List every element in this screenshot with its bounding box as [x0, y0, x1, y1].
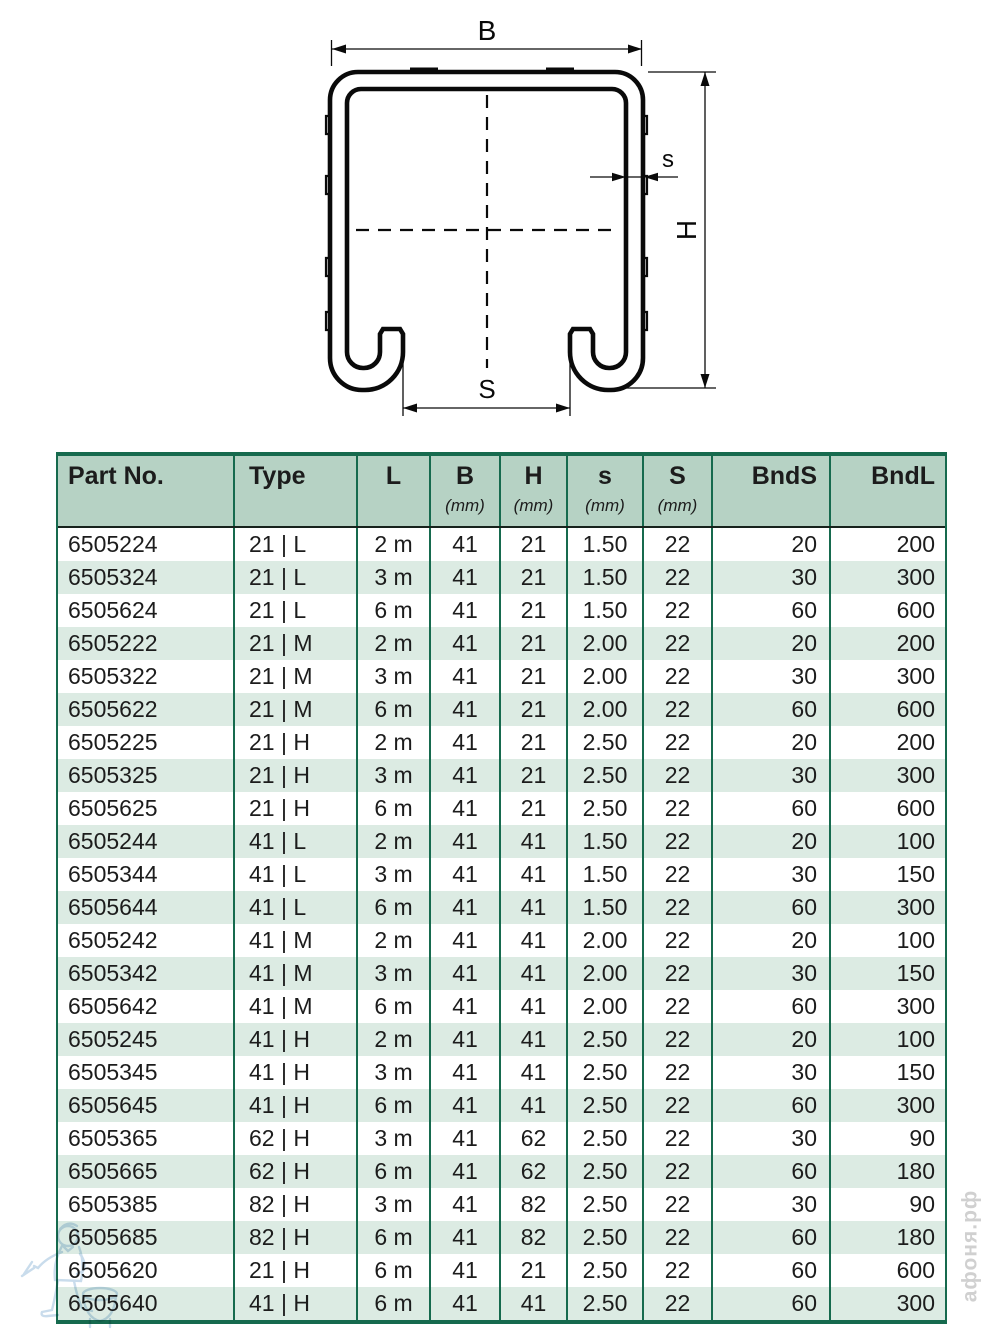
cell-bndl: 300 — [896, 1092, 935, 1118]
channel-cross-section-diagram — [270, 0, 740, 445]
cell-part_no: 6505620 — [58, 1254, 235, 1287]
cell-type: 82 | H — [235, 1188, 358, 1221]
cell-h: 41 — [501, 825, 568, 858]
table-row — [58, 660, 945, 693]
cell-s: 2.50 — [568, 1188, 644, 1221]
cell-bnds: 60 — [713, 1221, 831, 1254]
cell-length: 2 m — [358, 627, 431, 660]
cell-b: 41 — [431, 825, 501, 858]
cell-b: 41 — [431, 957, 501, 990]
table-row — [58, 1155, 945, 1188]
table-header-row — [58, 456, 945, 528]
cell-b: 41 — [431, 1089, 501, 1122]
cell-type: 41 | H — [235, 1089, 358, 1122]
table-row — [58, 1254, 945, 1287]
cell-slot: 22 — [644, 1023, 713, 1056]
column-header-label: H — [524, 462, 543, 490]
cell-s: 2.50 — [568, 1254, 644, 1287]
cell-length: 2 m — [358, 1023, 431, 1056]
cell-part_no: 6505245 — [58, 1023, 235, 1056]
cell-slot: 22 — [644, 1287, 713, 1320]
cell-slot: 22 — [644, 693, 713, 726]
cell-b: 41 — [431, 627, 501, 660]
cell-type: 41 | M — [235, 924, 358, 957]
table-row — [58, 1122, 945, 1155]
table-row — [58, 528, 945, 561]
cell-type: 21 | M — [235, 693, 358, 726]
cell-bndl: 200 — [896, 531, 935, 557]
cell-s: 2.00 — [568, 627, 644, 660]
cell-h: 62 — [501, 1155, 568, 1188]
table-row — [58, 1089, 945, 1122]
cell-s: 2.50 — [568, 1122, 644, 1155]
cell-b: 41 — [431, 693, 501, 726]
cell-bnds: 20 — [713, 528, 831, 561]
cell-slot: 22 — [644, 1221, 713, 1254]
table-row — [58, 990, 945, 1023]
column-header-bnds — [713, 456, 831, 526]
cell-s: 2.00 — [568, 924, 644, 957]
cell-slot: 22 — [644, 990, 713, 1023]
cell-slot: 22 — [644, 957, 713, 990]
label-B: B — [477, 15, 497, 46]
cell-b: 41 — [431, 561, 501, 594]
cell-slot: 22 — [644, 924, 713, 957]
cell-bnds: 60 — [713, 891, 831, 924]
cell-slot: 22 — [644, 1122, 713, 1155]
column-header-b — [431, 456, 501, 526]
cell-bndl: 150 — [896, 861, 935, 887]
cell-part_no: 6505242 — [58, 924, 235, 957]
cell-type: 21 | H — [235, 792, 358, 825]
cell-type: 41 | L — [235, 891, 358, 924]
cell-h: 41 — [501, 1023, 568, 1056]
cell-type: 21 | H — [235, 759, 358, 792]
column-header-label: BndL — [871, 462, 935, 490]
cell-length: 2 m — [358, 924, 431, 957]
table-row — [58, 594, 945, 627]
part-dimensions-table — [56, 452, 947, 1324]
cell-s: 1.50 — [568, 594, 644, 627]
cell-h: 21 — [501, 792, 568, 825]
cell-bndl: 100 — [896, 828, 935, 854]
label-S: S — [478, 374, 496, 404]
cell-s: 2.50 — [568, 1155, 644, 1188]
cell-bndl: 300 — [896, 564, 935, 590]
cell-length: 6 m — [358, 1155, 431, 1188]
table-row — [58, 1056, 945, 1089]
cell-s: 1.50 — [568, 858, 644, 891]
cell-bnds: 20 — [713, 924, 831, 957]
cell-bndl: 200 — [896, 729, 935, 755]
cell-slot: 22 — [644, 561, 713, 594]
cell-bndl: 100 — [896, 927, 935, 953]
cell-b: 41 — [431, 594, 501, 627]
cell-length: 6 m — [358, 891, 431, 924]
cell-part_no: 6505385 — [58, 1188, 235, 1221]
cell-slot: 22 — [644, 1155, 713, 1188]
cell-b: 41 — [431, 660, 501, 693]
cell-length: 3 m — [358, 1056, 431, 1089]
column-header-label: BndS — [751, 462, 817, 490]
cell-b: 41 — [431, 792, 501, 825]
cell-h: 21 — [501, 528, 568, 561]
cell-h: 82 — [501, 1221, 568, 1254]
cell-bndl: 300 — [896, 894, 935, 920]
cell-s: 2.50 — [568, 726, 644, 759]
cell-type: 21 | M — [235, 627, 358, 660]
cell-part_no: 6505322 — [58, 660, 235, 693]
cell-s: 1.50 — [568, 825, 644, 858]
cell-bnds: 20 — [713, 726, 831, 759]
cell-length: 6 m — [358, 792, 431, 825]
cell-bnds: 30 — [713, 858, 831, 891]
column-header-length — [358, 456, 431, 526]
serration-marks — [326, 69, 647, 330]
table-row — [58, 693, 945, 726]
cell-b: 41 — [431, 1254, 501, 1287]
cell-part_no: 6505622 — [58, 693, 235, 726]
cell-h: 41 — [501, 1089, 568, 1122]
cell-type: 41 | H — [235, 1056, 358, 1089]
cell-part_no: 6505225 — [58, 726, 235, 759]
cell-part_no: 6505665 — [58, 1155, 235, 1188]
cell-b: 41 — [431, 528, 501, 561]
cell-bndl: 150 — [896, 1059, 935, 1085]
table-row — [58, 726, 945, 759]
cell-h: 41 — [501, 858, 568, 891]
cell-type: 21 | M — [235, 660, 358, 693]
cell-slot: 22 — [644, 759, 713, 792]
table-row — [58, 924, 945, 957]
cell-h: 41 — [501, 891, 568, 924]
cell-bndl: 90 — [909, 1125, 935, 1151]
cell-b: 41 — [431, 1155, 501, 1188]
plumber-mascot-watermark — [2, 1198, 132, 1333]
table-row — [58, 891, 945, 924]
cell-bnds: 60 — [713, 693, 831, 726]
cell-length: 3 m — [358, 1188, 431, 1221]
cell-bndl: 300 — [896, 1290, 935, 1316]
cell-h: 41 — [501, 924, 568, 957]
column-header-label: L — [385, 462, 402, 490]
cell-length: 6 m — [358, 990, 431, 1023]
cell-h: 82 — [501, 1188, 568, 1221]
cell-length: 3 m — [358, 561, 431, 594]
cell-slot: 22 — [644, 1188, 713, 1221]
cell-type: 41 | L — [235, 825, 358, 858]
cell-slot: 22 — [644, 594, 713, 627]
cell-part_no: 6505224 — [58, 528, 235, 561]
table-row — [58, 1287, 945, 1320]
cell-b: 41 — [431, 1056, 501, 1089]
cell-bnds: 30 — [713, 561, 831, 594]
cell-s: 2.00 — [568, 693, 644, 726]
cell-h: 21 — [501, 693, 568, 726]
column-header-label: Part No. — [68, 462, 164, 490]
cell-bnds: 30 — [713, 1056, 831, 1089]
cell-s: 2.00 — [568, 660, 644, 693]
column-header-type — [235, 456, 358, 526]
table-row — [58, 825, 945, 858]
cell-part_no: 6505624 — [58, 594, 235, 627]
site-watermark-text: афоня.рф — [958, 1189, 981, 1303]
cell-slot: 22 — [644, 825, 713, 858]
cell-part_no: 6505344 — [58, 858, 235, 891]
cell-slot: 22 — [644, 858, 713, 891]
cell-slot: 22 — [644, 660, 713, 693]
cell-h: 21 — [501, 759, 568, 792]
cell-length: 6 m — [358, 1254, 431, 1287]
cell-part_no: 6505342 — [58, 957, 235, 990]
table-row — [58, 1023, 945, 1056]
cell-bnds: 60 — [713, 594, 831, 627]
cell-bnds: 20 — [713, 627, 831, 660]
cell-part_no: 6505625 — [58, 792, 235, 825]
cell-bndl: 90 — [909, 1191, 935, 1217]
cell-bndl: 180 — [896, 1158, 935, 1184]
cell-bnds: 60 — [713, 1254, 831, 1287]
cell-length: 6 m — [358, 1287, 431, 1320]
cell-type: 21 | H — [235, 726, 358, 759]
cell-length: 3 m — [358, 660, 431, 693]
cell-bnds: 20 — [713, 825, 831, 858]
cell-b: 41 — [431, 1188, 501, 1221]
cell-type: 21 | H — [235, 1254, 358, 1287]
cell-bnds: 60 — [713, 1287, 831, 1320]
table-row — [58, 627, 945, 660]
cell-bnds: 60 — [713, 792, 831, 825]
label-H: H — [671, 219, 702, 241]
cell-type: 41 | M — [235, 957, 358, 990]
cell-h: 21 — [501, 660, 568, 693]
cell-part_no: 6505324 — [58, 561, 235, 594]
cell-type: 41 | L — [235, 858, 358, 891]
table-row — [58, 561, 945, 594]
cell-b: 41 — [431, 891, 501, 924]
table-row — [58, 759, 945, 792]
column-header-label: B — [455, 462, 475, 490]
table-row — [58, 858, 945, 891]
cell-h: 21 — [501, 1254, 568, 1287]
column-header-label: s — [598, 462, 612, 490]
cell-h: 62 — [501, 1122, 568, 1155]
cell-bndl: 600 — [896, 597, 935, 623]
cell-length: 3 m — [358, 957, 431, 990]
cell-slot: 22 — [644, 627, 713, 660]
cell-bnds: 30 — [713, 1122, 831, 1155]
column-header-unit: (mm) — [585, 495, 625, 515]
cell-bndl: 600 — [896, 1257, 935, 1283]
cell-part_no: 6505345 — [58, 1056, 235, 1089]
cell-s: 2.50 — [568, 1089, 644, 1122]
cell-s: 2.50 — [568, 1023, 644, 1056]
cell-s: 1.50 — [568, 528, 644, 561]
cell-s: 2.00 — [568, 957, 644, 990]
cell-bndl: 100 — [896, 1026, 935, 1052]
cell-length: 6 m — [358, 1221, 431, 1254]
cell-h: 41 — [501, 990, 568, 1023]
cell-length: 2 m — [358, 528, 431, 561]
cell-bndl: 300 — [896, 762, 935, 788]
cell-b: 41 — [431, 1221, 501, 1254]
column-header-slot — [644, 456, 713, 526]
column-header-bndl — [831, 456, 945, 526]
cell-part_no: 6505640 — [58, 1287, 235, 1320]
cell-slot: 22 — [644, 528, 713, 561]
cell-bnds: 30 — [713, 660, 831, 693]
table-row — [58, 792, 945, 825]
cell-slot: 22 — [644, 1254, 713, 1287]
cell-s: 2.50 — [568, 792, 644, 825]
cell-type: 41 | H — [235, 1287, 358, 1320]
cell-length: 6 m — [358, 1089, 431, 1122]
cell-type: 41 | H — [235, 1023, 358, 1056]
cell-b: 41 — [431, 1122, 501, 1155]
table-row — [58, 957, 945, 990]
column-header-h — [501, 456, 568, 526]
column-header-s — [568, 456, 644, 526]
cell-bndl: 200 — [896, 630, 935, 656]
cell-length: 3 m — [358, 1122, 431, 1155]
cell-s: 2.50 — [568, 1221, 644, 1254]
column-header-label: S — [669, 462, 686, 490]
cell-bnds: 60 — [713, 990, 831, 1023]
column-header-unit: (mm) — [445, 495, 485, 515]
cell-type: 41 | M — [235, 990, 358, 1023]
cell-type: 82 | H — [235, 1221, 358, 1254]
cell-s: 2.50 — [568, 1287, 644, 1320]
cell-b: 41 — [431, 924, 501, 957]
cell-slot: 22 — [644, 1056, 713, 1089]
cell-bndl: 300 — [896, 663, 935, 689]
cell-bnds: 30 — [713, 759, 831, 792]
cell-h: 41 — [501, 957, 568, 990]
cell-type: 21 | L — [235, 528, 358, 561]
cell-slot: 22 — [644, 1089, 713, 1122]
cell-bndl: 150 — [896, 960, 935, 986]
cell-part_no: 6505244 — [58, 825, 235, 858]
cell-h: 21 — [501, 561, 568, 594]
table-row — [58, 1221, 945, 1254]
cell-bndl: 600 — [896, 696, 935, 722]
cell-part_no: 6505365 — [58, 1122, 235, 1155]
cell-s: 2.50 — [568, 1056, 644, 1089]
cell-part_no: 6505685 — [58, 1221, 235, 1254]
cell-b: 41 — [431, 1023, 501, 1056]
column-header-part_no — [58, 456, 235, 526]
cell-s: 1.50 — [568, 561, 644, 594]
cell-h: 41 — [501, 1287, 568, 1320]
cell-bndl: 600 — [896, 795, 935, 821]
cell-s: 1.50 — [568, 891, 644, 924]
cell-bnds: 30 — [713, 1188, 831, 1221]
cell-bnds: 60 — [713, 1155, 831, 1188]
cell-h: 21 — [501, 726, 568, 759]
cell-bndl: 300 — [896, 993, 935, 1019]
cell-b: 41 — [431, 726, 501, 759]
cell-slot: 22 — [644, 726, 713, 759]
table-row — [58, 1188, 945, 1221]
cell-b: 41 — [431, 858, 501, 891]
cell-length: 3 m — [358, 858, 431, 891]
cell-h: 21 — [501, 594, 568, 627]
cell-h: 21 — [501, 627, 568, 660]
cell-part_no: 6505222 — [58, 627, 235, 660]
column-header-label: Type — [249, 462, 306, 490]
cell-part_no: 6505325 — [58, 759, 235, 792]
cell-b: 41 — [431, 1287, 501, 1320]
cell-h: 41 — [501, 1056, 568, 1089]
cell-type: 62 | H — [235, 1122, 358, 1155]
cell-bnds: 60 — [713, 1089, 831, 1122]
cell-length: 6 m — [358, 594, 431, 627]
column-header-unit: (mm) — [513, 495, 554, 515]
cell-length: 2 m — [358, 726, 431, 759]
cell-s: 2.00 — [568, 990, 644, 1023]
cell-s: 2.50 — [568, 759, 644, 792]
column-header-unit: (mm) — [657, 495, 698, 515]
cell-length: 6 m — [358, 693, 431, 726]
cell-type: 21 | L — [235, 594, 358, 627]
cell-type: 21 | L — [235, 561, 358, 594]
cell-b: 41 — [431, 990, 501, 1023]
cell-b: 41 — [431, 759, 501, 792]
cell-part_no: 6505645 — [58, 1089, 235, 1122]
cell-bnds: 20 — [713, 1023, 831, 1056]
cell-part_no: 6505644 — [58, 891, 235, 924]
label-s: s — [662, 146, 674, 173]
site-watermark — [948, 1160, 992, 1332]
cell-length: 3 m — [358, 759, 431, 792]
cell-length: 2 m — [358, 825, 431, 858]
cell-bnds: 30 — [713, 957, 831, 990]
cell-part_no: 6505642 — [58, 990, 235, 1023]
cell-slot: 22 — [644, 792, 713, 825]
cell-type: 62 | H — [235, 1155, 358, 1188]
cell-slot: 22 — [644, 891, 713, 924]
cell-bndl: 180 — [896, 1224, 935, 1250]
